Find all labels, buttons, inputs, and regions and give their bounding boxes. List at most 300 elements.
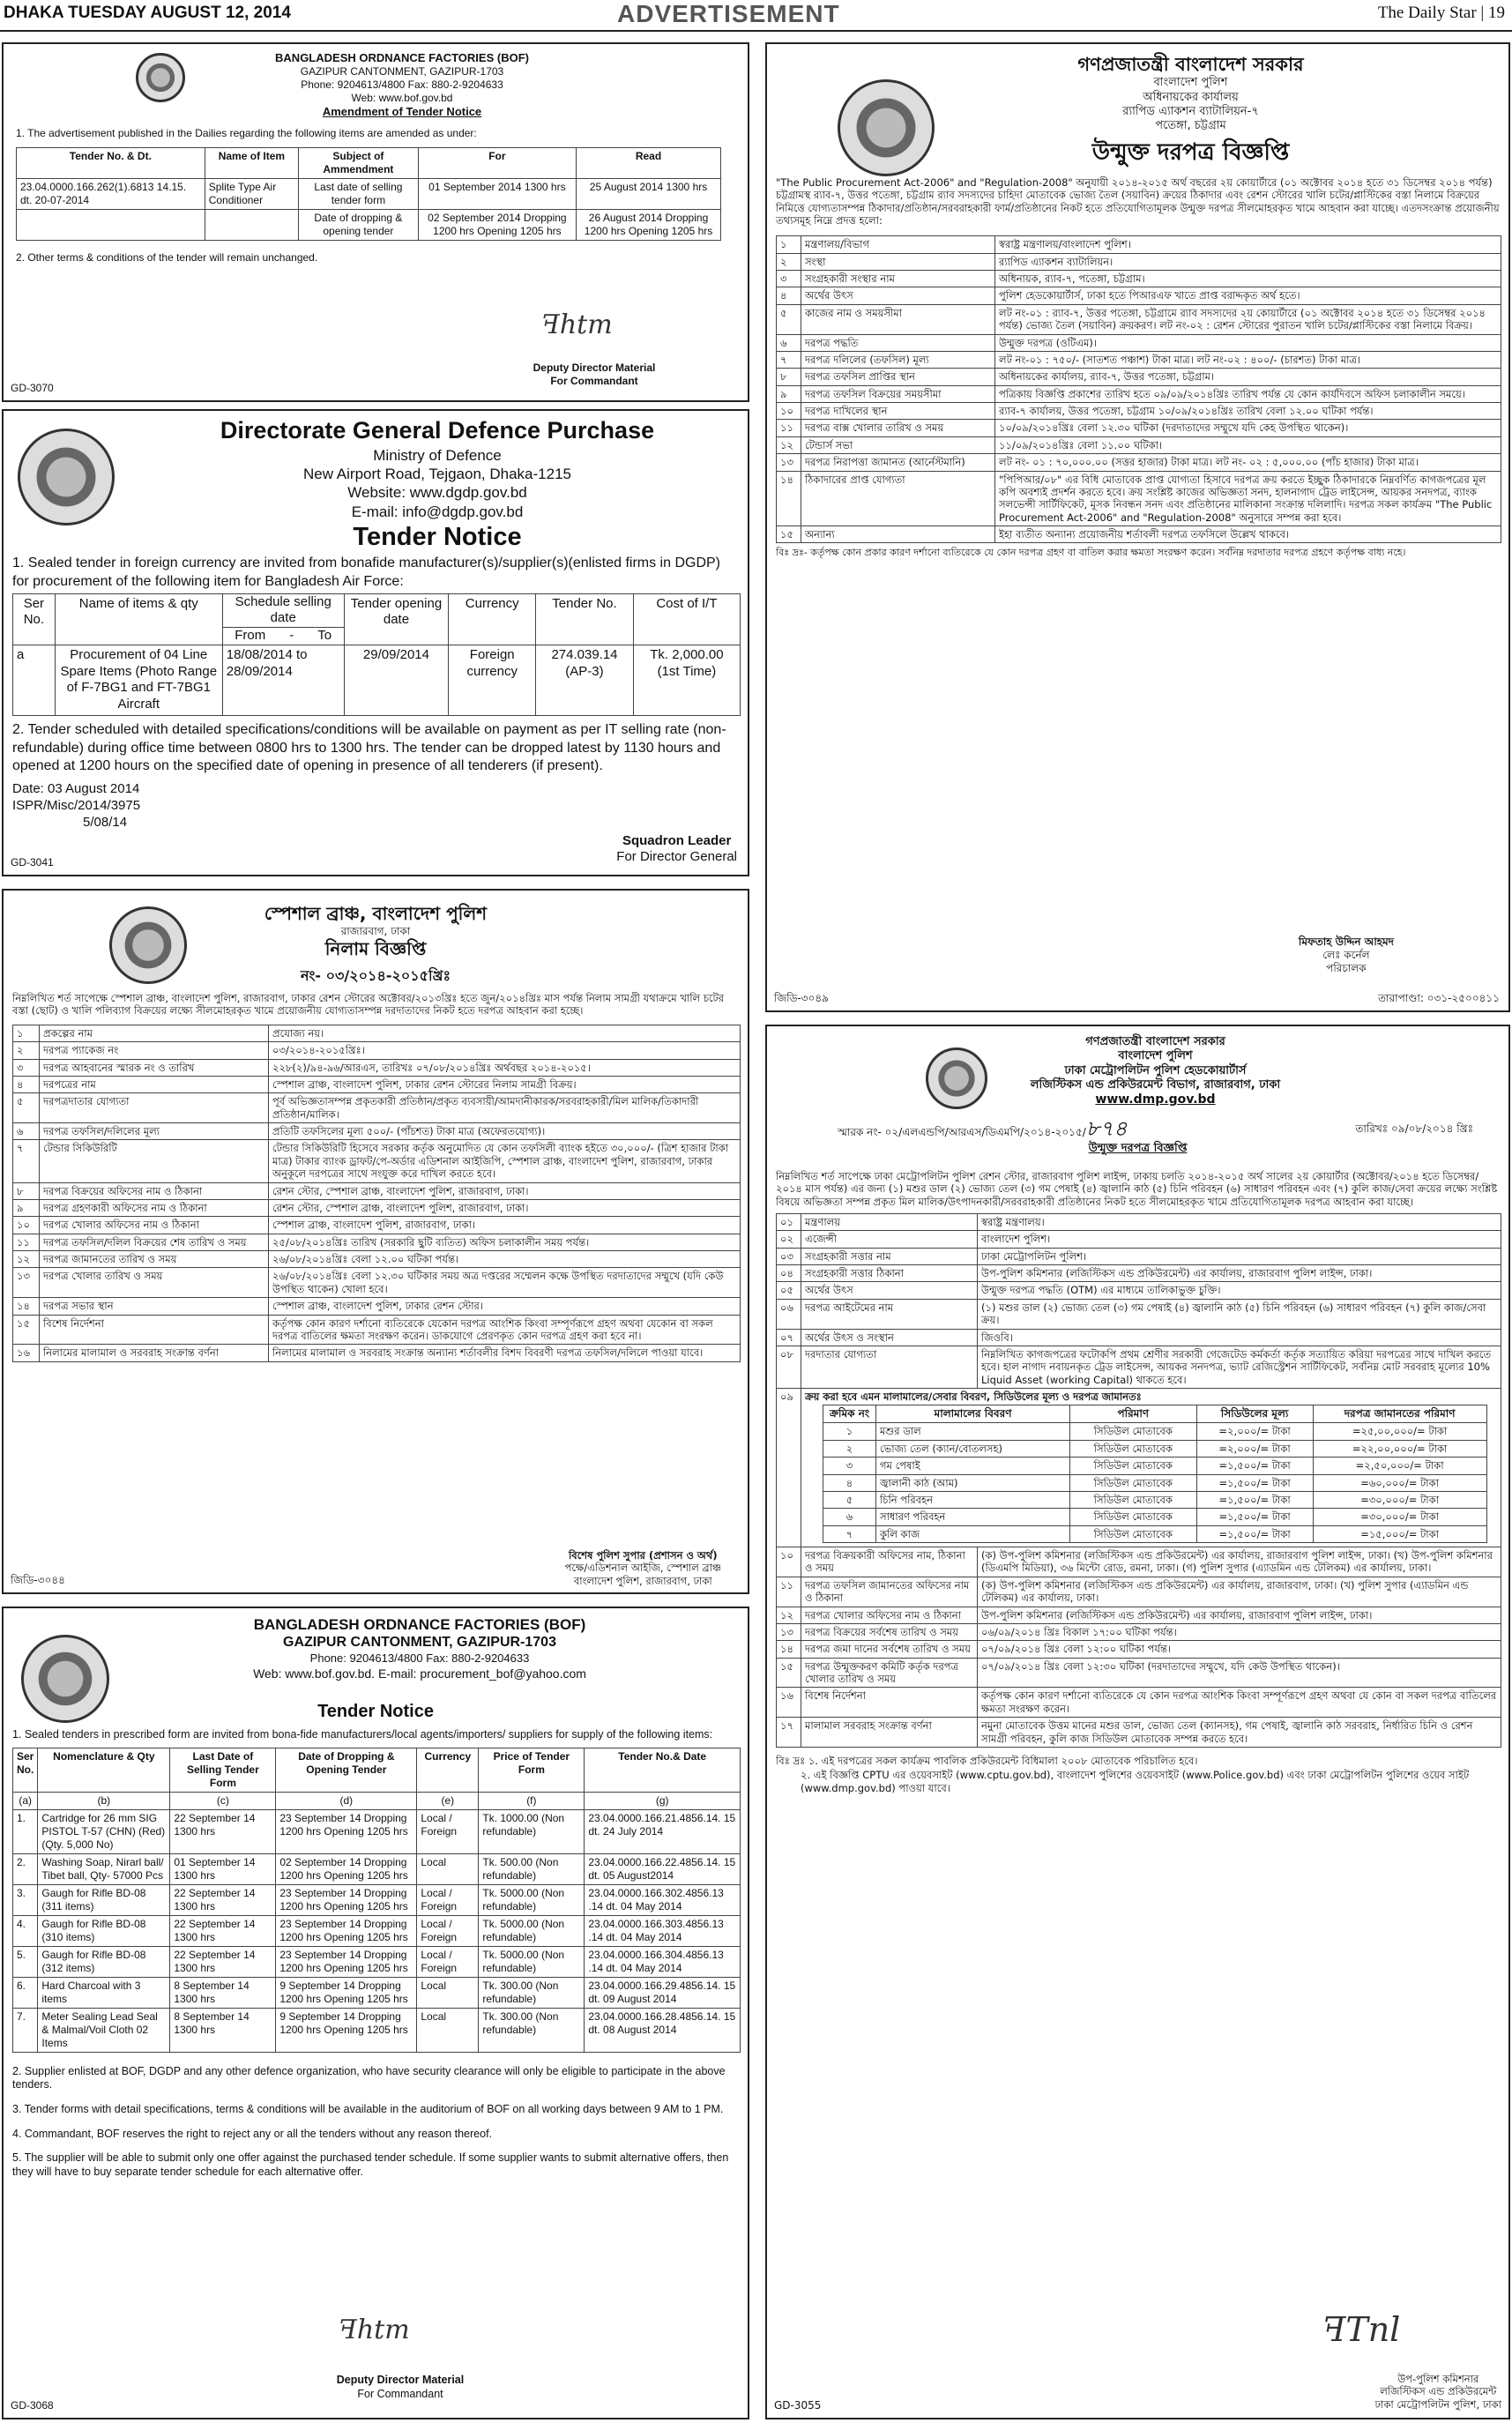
- dgdp-title: Directorate General Defence Purchase: [220, 417, 655, 444]
- table-cell: টেন্ডার সিকিউরিটি: [40, 1140, 269, 1182]
- table-row: [777, 1265, 1501, 1282]
- table-cell: লট নং- ০১ : ৭০,০০০.০০ (সত্তর হাজার) টাকা মাত্র। লট নং- ০২ : ৫,০০০.০০ (পাঁচ হাজার) টাকা মাত্র।: [995, 454, 1501, 471]
- table-cell: পুলিশ হেডকোয়ার্টার্স, ঢাকা হতে পিআরএফ খাতে প্রাপ্ত বরাদ্দকৃত অর্থ হতে।: [995, 287, 1501, 304]
- table-cell: ৬: [823, 1509, 876, 1525]
- table-cell: স্পেশাল ব্রাঞ্চ, বাংলাদেশ পুলিশ, ঢাকার রেশন স্টোর।: [269, 1298, 741, 1315]
- table-row: [777, 471, 1501, 526]
- table-cell: ৭: [777, 351, 801, 368]
- table-row: [777, 271, 1501, 287]
- table-row: [13, 1977, 741, 2008]
- rab-signatory-rank: লেঃ কর্নেল: [1322, 949, 1370, 961]
- table-cell: উন্মুক্ত দরপত্র (ওটিএম)।: [995, 334, 1501, 351]
- bof1-signatory-role: For Commandant: [550, 375, 638, 387]
- table-row: [13, 1298, 741, 1315]
- table-row: [777, 526, 1501, 543]
- table-cell: উপ-পুলিশ কমিশনার (লজিস্টিকস এন্ড প্রকিউরমেন্ট) এর কার্যালয়, রাজারবাগ পুলিশ লাইন্স, ঢাকা।: [978, 1265, 1501, 1282]
- rab-telephone: তারাপাণ্ডা: ০৩১-২৫০০৪১১: [1378, 992, 1500, 1004]
- table-cell: ১৫: [777, 526, 801, 543]
- table-cell: 23 September 14 Dropping 1200 hrs Opening 1205 hrs: [276, 1884, 417, 1915]
- table-row: [777, 334, 1501, 351]
- bof1-title: BANGLADESH ORDNANCE FACTORIES (BOF): [275, 51, 529, 64]
- table-cell: 23.04.0000.166.29.4856.14. 15 dt. 09 August 2014: [585, 1977, 741, 2008]
- ad-code: GD-3068: [11, 2399, 54, 2412]
- table-cell: 23 September 14 Dropping 1200 hrs Opening 1205 hrs: [276, 1915, 417, 1946]
- dmp-table: [776, 1213, 1501, 1748]
- table-row: [777, 1248, 1501, 1264]
- table-cell: ১০: [777, 403, 801, 420]
- table-cell: Cartridge for 26 mm SIG PISTOL T-57 (CHN) (Red) (Qty. 5,000 No): [38, 1809, 170, 1853]
- table-cell: ২: [777, 253, 801, 270]
- table-cell: =১,৫০০/= টাকা: [1196, 1491, 1313, 1508]
- table-cell: =১,৫০০/= টাকা: [1196, 1458, 1313, 1474]
- table-cell: দরপত্র তফসিল জামানতের অফিসের নাম ও ঠিকানা: [801, 1577, 978, 1607]
- table-cell: পত্রিকায় বিজ্ঞপ্তি প্রকাশের তারিখ হতে ০৯/০৯/২০১৪খ্রিঃ তারিখ পর্যন্ত যে কোন কার্যদিবসে অফিস চলাকালীন সময়ে।: [995, 385, 1501, 402]
- table-cell: জিওবি।: [978, 1329, 1501, 1346]
- table-row: [777, 369, 1501, 385]
- table-row: [777, 1718, 1501, 1748]
- table-cell: ১: [13, 1025, 40, 1041]
- table-cell: ৪: [823, 1474, 876, 1491]
- bof2-notes: [12, 2065, 739, 2180]
- table-cell: ২২৮(২)/৯৪-৯৬/আরএস, তারিখঃ ০৭/০৮/২০১৪খ্রিঃ অর্থবছর ২০১৪-২০১৫।: [269, 1059, 741, 1076]
- table-cell: 23 September 14 Dropping 1200 hrs Opening 1205 hrs: [276, 1809, 417, 1853]
- table-cell: প্রযোজ্য নয়।: [269, 1025, 741, 1041]
- table-cell: ০৬/০৯/২০১৪ খ্রিঃ বিকাল ১৭:০০ ঘটিকা পর্যন্ত।: [978, 1623, 1501, 1640]
- table-cell: দরপত্র দাখিলের স্থান: [801, 403, 995, 420]
- table-cell: র‍্যাপিড এ্যাকশন ব্যাটালিয়ন।: [995, 253, 1501, 270]
- bof2-para1: 1. Sealed tenders in prescribed form are invited from bona-fide manufacturers/local agents/importers/ suppliers for supply of the following items:: [12, 1728, 713, 1741]
- table-cell: Local / Foreign: [417, 1946, 479, 1977]
- table-cell: ০৮: [777, 1346, 801, 1388]
- dmp-date: তারিখঃ ০৯/০৮/২০১৪ খ্রিঃ: [1355, 1122, 1473, 1135]
- table-cell: =৬০,০০০/= টাকা: [1313, 1474, 1486, 1491]
- table-row: [777, 1641, 1501, 1658]
- table-cell: সংগ্রহকারী সংস্থার নাম: [801, 271, 995, 287]
- table-row: [777, 351, 1501, 368]
- table-cell: ০৬: [777, 1299, 801, 1329]
- table-row: [823, 1509, 1487, 1525]
- rab-intro: "The Public Procurement Act-2006" and "Regulation-2008" অনুযায়ী ২০১৪-২০১৫ অর্থ বছরের ২য় কোয়ার্টারে (০১ অক্টোবর ২০১৪ হতে ৩১ ডিসেম্বর ২০১৪ পর্যন্ত) চট্টগ্রামস্থ র‍্যাব-৭, উত্তর পতেঙ্গা, চট্টগ্রাম র‍্যাব সদস্যদের চাহিদা মোতাবেক ভোজ্য তৈল (সয়াবিন) ক্রয়ের ঠিকাদার এবং রেশন স্টোরের খালি চটের/প্লাস্টিকের বস্তা নিলামে বিক্রয়ের নিমিত্তে যোগ্যতাসম্পন্ন ঠিকাদার/প্রতিষ্ঠান/সরবরাহকারী ফার্ম/প্রতিষ্ঠানের নিকট হতে প্রতিযোগিতামূলক উন্মুক্ত দরপত্র সীলমোহরকৃত খামে আহবান করা যাচ্ছে। এতদসংক্রান্ত প্রয়োজনীয় তথ্যসমূহ নিম্নে প্রদত্ত হলো:: [776, 175, 1500, 227]
- bof2-title: BANGLADESH ORDNANCE FACTORIES (BOF): [253, 1616, 586, 1633]
- table-cell: 23.04.0000.166.28.4856.14. 15 dt. 08 August 2014: [585, 2008, 741, 2052]
- table-cell: =১,৫০০/= টাকা: [1196, 1525, 1313, 1542]
- table-cell: দরপত্র বিক্রয়কারী অফিসের নাম, ঠিকানা ও সময়: [801, 1547, 978, 1577]
- table-row: [13, 1059, 741, 1076]
- table-cell: সাধারণ পরিবহন: [876, 1509, 1070, 1525]
- table-row: [777, 420, 1501, 436]
- table-cell: ১: [823, 1423, 876, 1440]
- table-cell: ০৭/০৯/২০১৪ খ্রিঃ বেলা ১২:০০ ঘটিকা পর্যন্ত।: [978, 1641, 1501, 1658]
- dmp-footnote2: ২. এই বিজ্ঞপ্তি CPTU এর ওয়েবসাইট (www.cptu.gov.bd), বাংলাদেশ পুলিশের ওয়েবসাইট (www.Police.gov.bd) এবং ঢাকা মেট্রোপলিটন পুলিশের ওয়েব সাইট (www.dmp.gov.bd) পাওয়া যাবে।: [801, 1769, 1470, 1794]
- table-cell: (ক) উপ-পুলিশ কমিশনার (লজিস্টিকস এন্ড প্রকিউরমেন্ট) এর কার্যালয়, রাজারবাগ, ঢাকা। (খ) পুলিশ সুপার (এ্যাডমিন এন্ড টেলিকম) এর কার্যালয়, ঢাকা।: [978, 1577, 1501, 1607]
- table-row: [777, 1607, 1501, 1623]
- table-cell: সিডিউল মোতাবেক: [1070, 1474, 1197, 1491]
- table-cell: Tk. 500.00 (Non refundable): [479, 1853, 585, 1884]
- table-cell: ৮: [13, 1182, 40, 1199]
- table-cell: ২৫/০৮/২০১৪খ্রিঃ তারিখ (সরকারি ছুটি ব্যতিত) অফিস চলাকালীন সময় পর্যন্ত।: [269, 1234, 741, 1250]
- table-cell: দরপত্র তফসিল প্রাপ্তির স্থান: [801, 369, 995, 385]
- table-cell: কর্তৃপক্ষ কোন কারণ দর্শানো ব্যতিরেকে যে কোন দরপত্র আংশিক কিংবা সম্পূর্ণরূপে গ্রহণ অথবা যে কোন বা সকল দরপত্র বাতিলের ক্ষমতা সংরক্ষণ করেন।: [978, 1688, 1501, 1718]
- table-cell: 23.04.0000.166.21.4856.14. 15 dt. 24 July 2014: [585, 1809, 741, 1853]
- table-cell: রেশন স্টোর, স্পেশাল ব্রাঞ্চ, বাংলাদেশ পুলিশ, রাজারবাগ, ঢাকা।: [269, 1182, 741, 1199]
- table-cell: অর্থের উৎস ও সংস্থান: [801, 1329, 978, 1346]
- table-cell: উপ-পুলিশ কমিশনার (লজিস্টিকস এন্ড প্রকিউরমেন্ট) এর কার্যালয়, রাজারবাগ পুলিশ লাইন্স, ঢাকা।: [978, 1607, 1501, 1623]
- table-row: [777, 1231, 1501, 1248]
- table-cell: গম পেষাই: [876, 1458, 1070, 1474]
- table-cell: ২৬/০৮/২০১৪খ্রিঃ বেলা ১২.৩০ ঘটিকার সময় অত্র দপ্তরের সম্মেলন কক্ষে উপস্থিত দরদাতাদের সম্মুখে (যদি কেউ উপস্থিত থাকেন) খোলা হবে।: [269, 1268, 741, 1298]
- table-cell: ১১: [777, 1577, 801, 1607]
- table-cell: 1.: [13, 1809, 38, 1853]
- table-cell: 23.04.0000.166.304.4856.13 .14 dt. 04 May 2014: [585, 1946, 741, 1977]
- dgdp-signatory-role: For Director General: [616, 849, 737, 865]
- table-cell: 02 September 14 Dropping 1200 hrs Opening 1205 hrs: [276, 1853, 417, 1884]
- table-cell: ১১: [13, 1234, 40, 1250]
- table-cell: ৯: [13, 1199, 40, 1216]
- table-row: [13, 1915, 741, 1946]
- sb-heading: নিলাম বিজ্ঞপ্তি: [324, 938, 427, 959]
- table-row: 23.04.0000.166.262(1).6813 14.15. dt. 20-07-2014 Splite Type Air Conditioner Last date of selling tender form 01 September 2014 1300 hrs 25 August 2014 1300 hrs: [17, 178, 721, 209]
- table-cell: Local / Foreign: [417, 1884, 479, 1915]
- table-cell: 5.: [13, 1946, 38, 1977]
- table-cell: দরপত্র উন্মুক্তকরণ কমিটি কর্তৃক দরপত্র খোলার তারিখ ও সময়: [801, 1658, 978, 1688]
- table-cell: =২,০০০/= টাকা: [1196, 1423, 1313, 1440]
- sb-signatory-role: পক্ষে/এডিশনাল আইজি, স্পেশাল ব্রাঞ্চ: [564, 1562, 721, 1575]
- table-cell: বিশেষ নির্দেশনা: [801, 1688, 978, 1718]
- dgdp-ministry: Ministry of Defence: [373, 446, 502, 464]
- table-cell: ৫: [13, 1093, 40, 1123]
- table-cell: দরপত্র বাক্স খোলার তারিখ ও সময়: [801, 420, 995, 436]
- table-row: [823, 1458, 1487, 1474]
- table-row: [777, 1688, 1501, 1718]
- table-row: [823, 1491, 1487, 1508]
- table-cell: =২,৫০,০০০/= টাকা: [1313, 1458, 1486, 1474]
- table-cell: =২২,০০,০০০/= টাকা: [1313, 1440, 1486, 1457]
- table-cell: ১০/০৯/২০১৪খ্রিঃ বেলা ১২.৩০ ঘটিকা (দরদাতাদের সম্মুখে যদি কেহ উপস্থিত থাকেন)।: [995, 420, 1501, 436]
- table-row: [777, 1329, 1501, 1346]
- table-cell: 2.: [13, 1853, 38, 1884]
- table-cell: দরপত্র খোলার অফিসের নাম ও ঠিকানা: [40, 1217, 269, 1234]
- table-cell: 22 September 14 1300 hrs: [170, 1809, 276, 1853]
- table-row: [777, 436, 1501, 453]
- table-cell: প্রতিটি তফসিলের মূল্য ৫০০/- (পাঁচশত) টাকা মাত্র (অফেরতযোগ্য)।: [269, 1123, 741, 1140]
- table-row: [13, 1884, 741, 1915]
- table-cell: অধিনায়ক, র‍্যাব-৭, পতেঙ্গা, চট্টগ্রাম।: [995, 271, 1501, 287]
- table-cell: Tk. 300.00 (Non refundable): [479, 2008, 585, 2052]
- note-item: 4. Commandant, BOF reserves the right to reject any or all the tenders without any reason thereof.: [12, 2127, 493, 2140]
- table-cell: ০৫: [777, 1282, 801, 1299]
- bof1-heading: Amendment of Tender Notice: [322, 105, 482, 119]
- table-cell: 23.04.0000.166.302.4856.13 .14 dt. 04 May 2014: [585, 1884, 741, 1915]
- dmp-ref-number: ৮৭৪: [1085, 1115, 1128, 1141]
- table-cell: ২৬/০৮/২০১৪খ্রিঃ বেলা ১২.০০ ঘটিকা পর্যন্ত।: [269, 1251, 741, 1268]
- table-cell: ১২: [777, 436, 801, 453]
- table-cell: সংগ্রহকারী সত্তার ঠিকানা: [801, 1265, 978, 1282]
- table-cell: =১৫,০০০/= টাকা: [1313, 1525, 1486, 1542]
- table-cell: 23.04.0000.166.303.4856.13 .14 dt. 04 May 2014: [585, 1915, 741, 1946]
- table-cell: দরপত্র আইটেমের নাম: [801, 1299, 978, 1329]
- table-cell: Gaugh for Rifle BD-08 (311 items): [38, 1884, 170, 1915]
- table-row: [777, 385, 1501, 402]
- table-row: [777, 1658, 1501, 1688]
- table-cell: Tk. 5000.00 (Non refundable): [479, 1915, 585, 1946]
- bof1-table: Tender No. & Dt. Name of Item Subject of Ammendment For Read 23.04.0000.166.262(1).6813 14.15. dt. 20-07-2014 Splite Type Air Conditioner Last date of selling tender form 01 September 2014 1300 hrs 25 August 2014 1300 hrs Date of dropping & opening tender 02 September 2014 Dropping 1200 hrs Opening 1205 hrs 26 August 2014 Dropping 1200 hrs Opening 1205 hrs: [16, 147, 721, 241]
- table-cell: Local / Foreign: [417, 1915, 479, 1946]
- table-row: [13, 1234, 741, 1250]
- ad-code: GD-3055: [774, 2399, 822, 2412]
- rab-gov-title: গণপ্রজাতন্ত্রী বাংলাদেশ সরকার: [1077, 54, 1304, 75]
- table-row: [823, 1440, 1487, 1457]
- rab7-tender-ad: [765, 42, 1510, 1012]
- rab-signatory: মিফতাহ উদ্দিন আহমদ: [1298, 936, 1394, 948]
- dmp-signatory-office: ঢাকা মেট্রোপলিটন পুলিশ, ঢাকা: [1374, 2397, 1501, 2411]
- table-cell: ২: [823, 1440, 876, 1457]
- dmp-ref: স্মারক নং- ০২/এলএন্ডপি/আরএস/ডিএমপি/২০১৪-২০১৫/: [838, 1125, 1086, 1138]
- table-cell: =২,০০০/= টাকা: [1196, 1440, 1313, 1457]
- table-cell: দরপত্র জামানতের তারিখ ও সময়: [40, 1251, 269, 1268]
- rab-heading: উন্মুক্ত দরপত্র বিজ্ঞপ্তি: [1091, 139, 1290, 167]
- table-cell: ১০: [13, 1217, 40, 1234]
- table-cell: ০৪: [777, 1265, 801, 1282]
- table-row: [777, 253, 1501, 270]
- table-row: [13, 1076, 741, 1092]
- dmp-signatory-role: উপ-পুলিশ কমিশনার: [1397, 2372, 1479, 2385]
- rab-footnote: বিঃ দ্রঃ- কর্তৃপক্ষ কোন প্রকার কারণ দর্শানো ব্যতিরেকে যে কোন দরপত্র গ্রহণ বা বাতিল করার ক্ষমতা সংরক্ষণ করেন। সর্বনিম্ন দরদাতার দরপত্র গ্রহণে কর্তৃপক্ষ বাধ্য নহে।: [776, 547, 1406, 559]
- sb-signatory-office: বাংলাদেশ পুলিশ, রাজারবাগ, ঢাকা: [573, 1574, 712, 1587]
- table-row: [13, 1251, 741, 1268]
- table-cell: ৫: [777, 304, 801, 334]
- table-cell: ২: [13, 1042, 40, 1059]
- sb-number: নং- ০৩/২০১৪-২০১৫খ্রিঃ: [300, 967, 451, 984]
- table-cell: মন্ত্রণালয়: [801, 1213, 978, 1230]
- table-cell: Hard Charcoal with 3 items: [38, 1977, 170, 2008]
- table-cell: টেন্ডার্স সভা: [801, 436, 995, 453]
- table-row: [777, 304, 1501, 334]
- table-cell: দরদাতার যোগ্যতা: [801, 1346, 978, 1388]
- table-cell: দরপত্রের নাম: [40, 1076, 269, 1092]
- table-cell: ১২: [13, 1251, 40, 1268]
- table-cell: ৩: [13, 1059, 40, 1076]
- table-row: [13, 1217, 741, 1234]
- table-row: [777, 1389, 1501, 1547]
- rab-police: বাংলাদেশ পুলিশ: [1153, 76, 1228, 90]
- table-cell: Local / Foreign: [417, 1809, 479, 1853]
- note-item: 2. Supplier enlisted at BOF, DGDP and any other defence organization, who have security clearance will only be eligible to participate in the above tenders.: [12, 2064, 726, 2091]
- table-cell: (১) মশুর ডাল (২) ভোজ্য তেল (৩) গম পেষাই (৪) জ্বালানি কাঠ (৫) চিনি পরিবহন (৬) সাধারণ পরিবহন (৭) কুলি কাজ/সেবা ক্রয়।: [978, 1299, 1501, 1329]
- table-row: [13, 1093, 741, 1123]
- dmp-tender-ad: [765, 1025, 1510, 2419]
- table-cell: 23 September 14 Dropping 1200 hrs Opening 1205 hrs: [276, 1946, 417, 1977]
- table-row: [823, 1423, 1487, 1440]
- table-cell: দরপত্র তফসিল/দলিলের মূল্য: [40, 1123, 269, 1140]
- table-cell: =২৫,০০,০০০/= টাকা: [1313, 1423, 1486, 1440]
- rab-logo-icon: [838, 79, 935, 176]
- table-cell: (ক) উপ-পুলিশ কমিশনার (লজিস্টিকস এন্ড প্রকিউরমেন্ট) এর কার্যালয়, রাজারবাগ পুলিশ লাইন্স, ঢাকা। (খ) উপ-পুলিশ কমিশনার (ডিএমপি মিডিয়া), ৩৬ মিন্টো রোড, রমনা, ঢাকা। (গ) পুলিশ সুপার (এ্যাডমিন এন্ড টেলিকম) এর কার্যালয়, ঢাকা।: [978, 1547, 1501, 1577]
- table-cell: সংস্থা: [801, 253, 995, 270]
- table-cell: দরপত্র খোলার তারিখ ও সময়: [40, 1268, 269, 1298]
- table-row: [777, 1282, 1501, 1299]
- rab-location: পতেঙ্গা, চট্টগ্রাম: [1155, 119, 1226, 132]
- bof1-note: 2. Other terms & conditions of the tender will remain unchanged.: [16, 250, 318, 264]
- dmp-website: www.dmp.gov.bd: [1095, 1092, 1216, 1107]
- table-cell: রেশন স্টোর, স্পেশাল ব্রাঞ্চ, বাংলাদেশ পুলিশ, রাজারবাগ, ঢাকা।: [269, 1199, 741, 1216]
- table-cell: Tk. 300.00 (Non refundable): [479, 1977, 585, 2008]
- bof1-web: Web: www.bof.gov.bd: [351, 92, 453, 105]
- table-cell: ১১: [777, 420, 801, 436]
- table-cell: বাংলাদেশ পুলিশ।: [978, 1231, 1501, 1248]
- dgdp-date: Date: 03 August 2014: [12, 781, 140, 797]
- table-cell: =৩০,০০০/= টাকা: [1313, 1491, 1486, 1508]
- table-cell: ০৭: [777, 1329, 801, 1346]
- table-cell: Local: [417, 1977, 479, 2008]
- table-cell: 3.: [13, 1884, 38, 1915]
- table-cell: দরপত্র পদ্ধতি: [801, 334, 995, 351]
- table-cell: ঢাকা মেট্রোপলিটন পুলিশ।: [978, 1248, 1501, 1264]
- table-row: [777, 1577, 1501, 1607]
- table-cell: ১৭: [777, 1718, 801, 1748]
- table-cell: নমুনা মোতাবেক উত্তম মানের মশুর ডাল, ভোজ্য তেল (ক্যানসহ), গম পেষাই, জ্বালানি কাঠ সরবরাহ, নির্ধারিত চিনি ও রেশন সামগ্রী পরিবহন, কুলি কাজ সিডিউল মোতাবেক সম্পন্ন করতে হবে।: [978, 1718, 1501, 1748]
- table-cell: 01 September 14 1300 hrs: [170, 1853, 276, 1884]
- table-cell: ইহা ব্যতীত অন্যান্য প্রয়োজনীয় শর্তাবলী দরপত্র তফসিলে উল্লেখ থাকবে।: [995, 526, 1501, 543]
- table-cell: চিনি পরিবহন: [876, 1491, 1070, 1508]
- signature-icon: ꟻTnl: [1322, 2310, 1401, 2349]
- table-cell: ১০: [777, 1547, 801, 1577]
- table-row: [777, 1547, 1501, 1577]
- dgdp-heading: Tender Notice: [353, 522, 522, 551]
- table-cell: দরপত্র সভার স্থান: [40, 1298, 269, 1315]
- table-cell: অর্থের উৎস: [801, 287, 995, 304]
- dgdp-date2: 5/08/14: [83, 814, 128, 830]
- lot-cell: [801, 1389, 1501, 1547]
- bof1-intro: 1. The advertisement published in the Dailies regarding the following items are amended as under:: [16, 126, 477, 139]
- table-row: [823, 1474, 1487, 1491]
- table-cell: নিম্নলিখিত কাগজপত্রের ফটোকপি প্রথম শ্রেণীর সরকারী গেজেটেড কর্মকর্তা কর্তৃক সত্যায়িত করিয়া দরপত্রের সাথে দাখিল করতে হবে। হাল নাগাদ নবায়নকৃত ট্রেড লাইসেন্স, আয়কর সনদপত্র, ভ্যাট রেজিস্ট্রেশন সার্টিফিকেট, সর্বনিম্ন মোট সরবরাহ মূল্যের 10% Liquid Asset (working Capital) থাকতে হবে।: [978, 1346, 1501, 1388]
- table-cell: টেন্ডার সিকিউরিটি হিসেবে সরকার কর্তৃক অনুমোদিত যে কোন তফসিলী ব্যাংক হইতে ৩০,০০০/- (ত্রিশ হাজার টাকা মাত্র) টাকার ব্যাংক ড্রাফট/পে-অর্ডার এডিশনাল আইজিপি, স্পেশাল ব্রাঞ্চ, বাংলাদেশ পুলিশ, রাজারবাগ, ঢাকার অনুকূলে দরপত্রের সাথে সংযুক্ত করে দাখিল করতে হবে।: [269, 1140, 741, 1182]
- rab-table: [776, 235, 1501, 543]
- table-cell: নিলামের মালামাল ও সরবরাহ সংক্রান্ত অন্যান্য শর্তাবলীর বিশদ বিবরণী দরপত্র তফসিল/দলিলে পাওয়া যাবে।: [269, 1345, 741, 1361]
- table-cell: সিডিউল মোতাবেক: [1070, 1509, 1197, 1525]
- lot-table: ক্রমিক নং মালামালের বিবরণ পরিমাণ সিডিউলের মূল্য দরপত্র জামানতের পরিমাণ ১ মশুর ডাল সিডিউল মোতাবেক =২,০০০/= টাকা =২৫,০০,০০০/= টাকা ২ ভোজ্য তেল (ক্যান/বোতলসহ) সিডিউল মোতাবেক =২,০০০/= টাকা =২২,০০,০০০/= টাকা ৩ গম পেষাই সিডিউল মোতাবেক =১,৫০০/= টাকা =২,৫০,০০০/= টাকা ৪ জ্বালানী কাঠ (আম) সিডিউল মোতাবেক =১,৫০০/= টাকা =৬০,০০০/= টাকা ৫ চিনি পরিবহন সিডিউল মোতাবেক =১,৫০০/= টাকা =৩০,০০০/= টাকা ৬ সাধারণ পরিবহন সিডিউল মোতাবেক =১,৫০০/= টাকা =৩০,০০০/= টাকা ৭ কুলি কাজ সিডিউল মোতাবেক =১,৫০০/= টাকা =১৫,০০০/= টাকা: [823, 1405, 1487, 1543]
- table-cell: 22 September 14 1300 hrs: [170, 1946, 276, 1977]
- table-cell: 9 September 14 Dropping 1200 hrs Opening 1205 hrs: [276, 2008, 417, 2052]
- table-row: [777, 454, 1501, 471]
- lot-heading: ক্রয় করা হবে এমন মালামালের/সেবার বিবরণ, সিডিউলের মূল্য ও দরপত্র জামানতঃ: [805, 1390, 1142, 1403]
- table-cell: দরপত্র আহবানের স্মারক নং ও তারিখ: [40, 1059, 269, 1076]
- dgdp-para1: 1. Sealed tender in foreign currency are invited from bonafide manufacturer(s)/supplier(s)(enlisted firms in DGDP) for procurement of the following item for Bangladesh Air Force:: [12, 555, 721, 589]
- bof-logo-icon: [136, 53, 185, 102]
- table-cell: স্বরাষ্ট্র মন্ত্রণালয়/বাংলাদেশ পুলিশ।: [995, 236, 1501, 253]
- table-cell: সিডিউল মোতাবেক: [1070, 1525, 1197, 1542]
- table-cell: ০২: [777, 1231, 801, 1248]
- dmp-footnote1: বিঃ দ্রঃ ১. এই দরপত্রের সকল কার্যক্রম পাবলিক প্রকিউরমেন্ট বিধিমালা ২০০৮ মোতাবেক পরিচালিত হবে।: [776, 1754, 1198, 1767]
- ad-code: GD-3041: [11, 856, 54, 869]
- table-cell: দরপত্র দলিলের (তফসিল) মূল্য: [801, 351, 995, 368]
- table-cell: স্বরাষ্ট্র মন্ত্রণালয়।: [978, 1213, 1501, 1230]
- table-cell: ১৪: [777, 471, 801, 526]
- table-cell: অর্থের উৎস: [801, 1282, 978, 1299]
- table-cell: কাজের নাম ও সময়সীমা: [801, 304, 995, 334]
- table-cell: 8 September 14 1300 hrs: [170, 2008, 276, 2052]
- dgdp-tender-ad: [2, 409, 749, 876]
- table-cell: মশুর ডাল: [876, 1423, 1070, 1440]
- bof2-phone: Phone: 9204613/4800 Fax: 880-2-9204633: [309, 1651, 530, 1666]
- table-cell: Tk. 1000.00 (Non refundable): [479, 1809, 585, 1853]
- table-row: [13, 1123, 741, 1140]
- table-cell: নিলামের মালামাল ও সরবরাহ সংক্রান্ত বর্ণনা: [40, 1345, 269, 1361]
- table-row: [13, 1853, 741, 1884]
- table-row: [13, 1345, 741, 1361]
- table-cell: মন্ত্রণালয়/বিভাগ: [801, 236, 995, 253]
- table-cell: =১,৫০০/= টাকা: [1196, 1509, 1313, 1525]
- table-cell: ৩: [777, 271, 801, 287]
- dmp-gov-title: গণপ্রজাতন্ত্রী বাংলাদেশ সরকার: [1085, 1035, 1225, 1048]
- table-cell: অন্যান্য: [801, 526, 995, 543]
- table-cell: দরপত্র তফসিল বিক্রয়ের সময়সীমা: [801, 385, 995, 402]
- special-branch-auction-ad: [2, 889, 749, 1594]
- table-cell: দরপত্র খোলার অফিসের নাম ও ঠিকানা: [801, 1607, 978, 1623]
- table-cell: 4.: [13, 1915, 38, 1946]
- table-cell: অধিনায়কের কার্যালয়, র‍্যাব-৭, উত্তর পতেঙ্গা, চট্টগ্রাম।: [995, 369, 1501, 385]
- table-cell: ১৫: [777, 1658, 801, 1688]
- table-cell: Washing Soap, Nirarl ball/ Tibet ball, Qty- 57000 Pcs: [38, 1853, 170, 1884]
- table-cell: ১৬: [777, 1688, 801, 1718]
- rab-signatory-role: পরিচালক: [1326, 962, 1367, 974]
- bof2-signatory-role: For Commandant: [357, 2387, 443, 2400]
- signature-icon: ꟻhtm: [339, 2315, 410, 2345]
- table-cell: ০৩/২০১৪-২০১৫খ্রিঃ।: [269, 1042, 741, 1059]
- bof2-table: Ser No. Nomenclature & Qty Last Date of Selling Tender Form Date of Dropping & Opening Tender Currency Price of Tender Form Tender No.& Date (a) (b) (c) (d) (e) (f) (g) 1. Cartridge for 26 mm SIG PISTOL T-57 (CHN) (Red) (Qty. 5,000 No) 22 September 14 1300 hrs 23 September 14 Dropping 1200 hrs Opening 1205 hrs Local / Foreign Tk. 1000.00 (Non refundable) 23.04.0000.166.21.4856.14. 15 dt. 24 July 2014 2. Washing Soap, Nirarl ball/ Tibet ball, Qty- 57000 Pcs 01 September 14 1300 hrs 02 September 14 Dropping 1200 hrs Opening 1205 hrs Local Tk. 500.00 (Non refundable) 23.04.0000.166.22.4856.14. 15 dt. 05 August2014 3. Gaugh for Rifle BD-08 (311 items) 22 September 14 1300 hrs 23 September 14 Dropping 1200 hrs Opening 1205 hrs Local / Foreign Tk. 5000.00 (Non refundable) 23.04.0000.166.302.4856.13 .14 dt. 04 May 2014 4. Gaugh for Rifle BD-08 (310 items) 22 September 14 1300 hrs 23 September 14 Dropping 1200 hrs Opening 1205 hrs Local / Foreign Tk. 5000.00 (Non refundable) 23.04.0000.166.303.4856.13 .14 dt. 04 May 2014 5. Gaugh for Rifle BD-08 (312 items) 22 September 14 1300 hrs 23 September 14 Dropping 1200 hrs Opening 1205 hrs Local / Foreign Tk. 5000.00 (Non refundable) 23.04.0000.166.304.4856.13 .14 dt. 04 May 2014 6. Hard Charcoal with 3 items 8 September 14 1300 hrs 9 September 14 Dropping 1200 hrs Opening 1205 hrs Local Tk. 300.00 (Non refundable) 23.04.0000.166.29.4856.14. 15 dt. 09 August 2014 7. Meter Sealing Lead Seal & Malmal/Voil Cloth 02 Items 8 September 14 1300 hrs 9 September 14 Dropping 1200 hrs Opening 1205 hrs Local Tk. 300.00 (Non refundable) 23.04.0000.166.28.4856.14. 15 dt. 08 August 2014: [12, 1748, 741, 2053]
- table-cell: "পিপিআর/০৮" এর বিধি মোতাবেক প্রাপ্ত যোগ্যতা হিসাবে দরপত্র ক্রয় করতে ইচ্ছুক ঠিকাদারকে নিম্নবর্ণিত কাগজপত্রের মূল কপি অবশ্যই প্রদর্শন করতে হবে। ক্রয় সংশ্লিষ্ট কাজের অভিজ্ঞতা সনদ, হালনাগাদ ট্রেড লাইসেন্স, আয়কর সনদপত্র, ব্যাংক সলভেন্সী সার্টিফিকেট, মূসক নিবন্ধন সনদ এবং প্রতিষ্ঠানের মালিকানা সংক্রান্ত দলিলাদি। দরপত্র সকল কার্যক্রম "The Public Procurement Act-2006" and "Regulation-2008" অনুসারে সম্পন্ন করা হবে।: [995, 471, 1501, 526]
- table-row: [13, 1199, 741, 1216]
- table-cell: ০৩: [777, 1248, 801, 1264]
- table-cell: কর্তৃপক্ষ কোন কারণ দর্শানো ব্যতিরেকে যেকোন দরপত্র আংশিক কিংবা সম্পূর্ণরূপে গ্রহণ অথবা যেকোন বা সকল দরপত্র বাতিলের ক্ষমতা সংরক্ষণ করেন। ডাকযোগে প্রেরণকৃত কোন দরপত্র গ্রহণ করা হবে না।: [269, 1315, 741, 1345]
- table-cell: লট নং-০১ : ৭৫০/- (সাতশত পঞ্চাশ) টাকা মাত্র। লট নং-০২ : ৪০০/- (চারশত) টাকা মাত্র।: [995, 351, 1501, 368]
- table-row: [13, 2008, 741, 2052]
- table-cell: ৬: [777, 334, 801, 351]
- table-cell: দরপত্র তফসিল/দলিল বিক্রয়ের শেষ তারিখ ও সময়: [40, 1234, 269, 1250]
- table-cell: ৫: [823, 1491, 876, 1508]
- table-cell: Tk. 5000.00 (Non refundable): [479, 1884, 585, 1915]
- police-logo-icon: [109, 906, 187, 984]
- bof1-phone: Phone: 9204613/4800 Fax: 880-2-9204633: [301, 78, 503, 92]
- sb-subtitle: রাজারবাগ, ঢাকা: [340, 925, 411, 937]
- dgdp-logo-icon: [18, 429, 115, 526]
- ad-code: GD-3070: [11, 382, 54, 394]
- table-cell: জ্বালানী কাঠ (আম): [876, 1474, 1070, 1491]
- table-cell: দরপত্র জমা দানের সর্বশেষ তারিখ ও সময়: [801, 1641, 978, 1658]
- table-cell: 22 September 14 1300 hrs: [170, 1915, 276, 1946]
- table-row: [777, 287, 1501, 304]
- table-cell: ১: [777, 236, 801, 253]
- table-cell: ৪: [13, 1076, 40, 1092]
- table-cell: লট নং-০১ : র‍্যাব-৭, উত্তর পতেঙ্গা, চট্টগ্রামে র‍্যাব সদস্যদের ২য় কোয়ার্টারে (০১ অক্টোবর ২০১৪ হতে ৩১ ডিসেম্বর ২০১৪ পর্যন্ত) ভোজ্য তৈল (সয়াবিন) ক্রয়করণ। লট নং-০২ : রেশন স্টোরের পুরাতন খালি চটের/প্লাস্টিকের বস্তা নিলামে বিক্রয়।: [995, 304, 1501, 334]
- table-cell: ভোজ্য তেল (ক্যান/বোতলসহ): [876, 1440, 1070, 1457]
- table-cell: বিশেষ নির্দেশনা: [40, 1315, 269, 1345]
- bof2-heading: Tender Notice: [317, 1702, 434, 1721]
- table-row: [823, 1525, 1487, 1542]
- note-item: 5. The supplier will be able to submit only one offer against the purchased tender schedule. If some supplier wants to submit alternative offers, then they will have to buy separate tender schedule for each alternative offer.: [12, 2151, 729, 2178]
- sb-table: [12, 1025, 741, 1362]
- table-row: [13, 1809, 741, 1853]
- table-cell: এজেন্সী: [801, 1231, 978, 1248]
- table-cell: সিডিউল মোতাবেক: [1070, 1423, 1197, 1440]
- table-cell: ৩: [823, 1458, 876, 1474]
- table-cell: দরপত্রদাতার যোগ্যতা: [40, 1093, 269, 1123]
- table-row: [777, 1299, 1501, 1329]
- dmp-intro: নিম্নলিখিত শর্ত সাপেক্ষে ঢাকা মেট্রোপলিটন পুলিশ রেশন স্টোর, রাজারবাগ পুলিশ লাইন্স, ঢাকায় চলতি ২০১৪-২০১৫ অর্থ সালের ২য় কোয়ার্টার (অক্টোবর/২০১৪ হতে ডিসেম্বর/২০১৪ মাস পর্যন্ত) এর জন্য (১) মশুর ডাল (২) ভোজ্য তেল (৩) গম পেষাই (৪) জ্বালানি কাঠ (৫) চিনি পরিবহন (৬) সাধারণ পরিবহন এবং (৭) কুলি কাজ/সেবা ক্রয়ের লক্ষ্যে সংশ্লিষ্ট বিষয়ে অভিজ্ঞতা সম্পন্ন প্রকৃত মিল মালিক/উৎপাদনকারী/সরবরাহকারী প্রতিষ্ঠানের নিকট হতে সীলমোহরকৃত খামে প্রতিযোগিতামূলক দরপত্র আহবান করা যাচ্ছে।: [776, 1169, 1498, 1208]
- rab-battalion: র‍্যাপিড এ্যাকশন ব্যাটালিয়ন-৭: [1122, 104, 1259, 118]
- bof1-signatory: Deputy Director Material: [533, 362, 656, 374]
- sb-title: স্পেশাল ব্রাঞ্চ, বাংলাদেশ পুলিশ: [264, 903, 488, 924]
